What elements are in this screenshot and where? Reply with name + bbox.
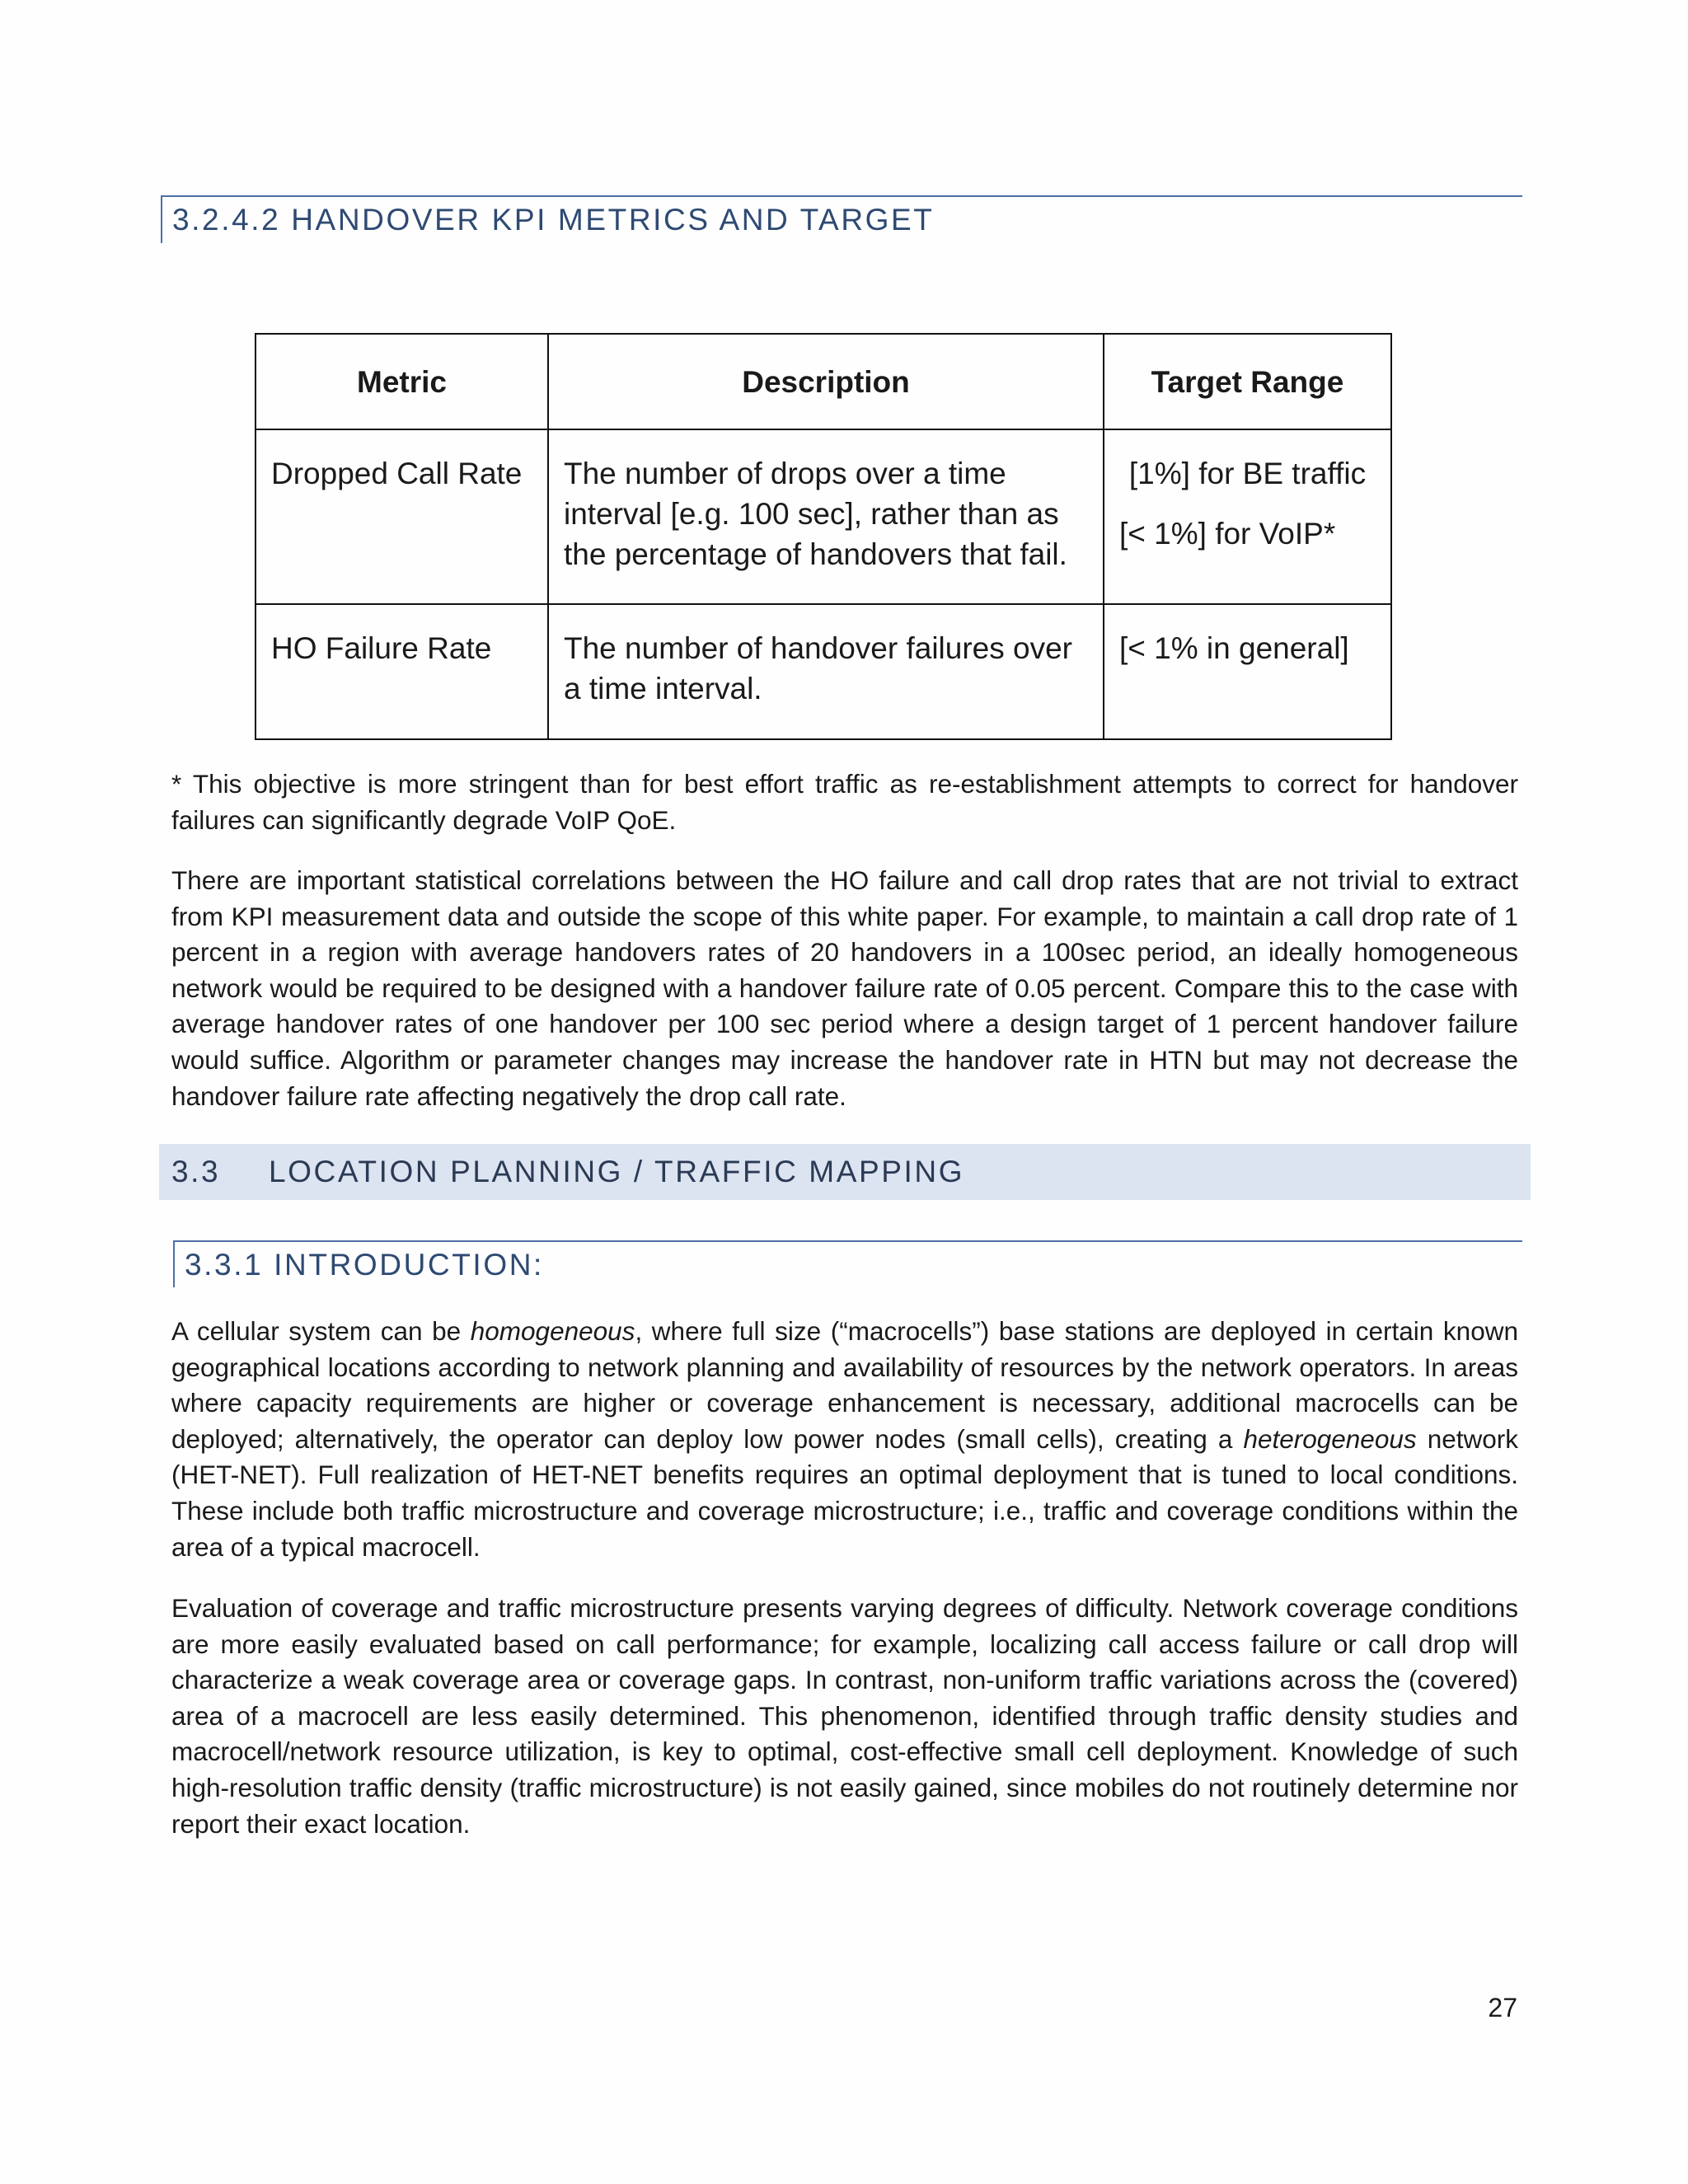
paragraph-correlations: There are important statistical correlations between the HO failure and call drop rates that are not trivial to extract from KPI measurement data and outside the scope of this white paper. For example, to maintain a call drop rate of 1 percent in a region with average handovers rates of 20 handovers in a 100sec period, an ideally homogeneous network would be required to be designed with a handover failure rate of 0.05 percent. Compare this to the case with average handover rates of one handover per 100 sec period where a design target of 1 percent handover failure would suffice. Algorithm or parameter changes may increase the handover rate in HTN but may not decrease the handover failure rate affecting negatively the drop call rate. <box>171 865 1518 1111</box>
page-number: 27 <box>1488 1993 1517 2022</box>
intro-text-2: , where full size (“macrocells”) base stations are deployed in certain known geographical locations according to network planning and availability of resources by the network operators. In areas where capacity requirements are higher or coverage enhancement is necessary, additional macrocells can be deployed; alternatively, the operator can deploy low power nodes (small cells), creating a <box>171 1316 1518 1454</box>
heading-3-2-4-2 <box>161 195 1522 243</box>
table-footnote: * This objective is more stringent than for best effort traffic as re-establishment attempts to correct for handover failures can significantly degrade VoIP QoE. <box>171 769 1518 835</box>
table-header-row <box>256 334 1391 429</box>
section-3-3-title: LOCATION PLANNING / TRAFFIC MAPPING <box>269 1155 965 1188</box>
header-description: Description <box>548 334 1104 429</box>
section-3-3-heading <box>159 1144 1531 1200</box>
cell-target <box>1104 604 1391 739</box>
table-row <box>256 604 1391 739</box>
cell-description: The number of drops over a time interval [e.g. 100 sec], rather than as the percentage of handovers that fail. <box>548 429 1104 604</box>
target-be-traffic: [1%] for BE traffic <box>1128 457 1367 490</box>
header-metric: Metric <box>256 334 548 429</box>
heading-3-3-1-text: 3.3.1 INTRODUCTION: <box>185 1248 544 1282</box>
heading-3-2-4-2-text: 3.2.4.2 HANDOVER KPI METRICS AND TARGET <box>172 203 935 237</box>
cell-metric: Dropped Call Rate <box>256 429 548 604</box>
table-row <box>256 429 1391 604</box>
handover-kpi-table <box>255 333 1392 740</box>
cell-target <box>1104 429 1391 604</box>
target-voip: [< 1%] for VoIP* <box>1119 517 1336 551</box>
intro-text-1: A cellular system can be <box>171 1316 471 1346</box>
intro-em-homogeneous: homogeneous <box>470 1316 635 1346</box>
heading-3-3-1 <box>173 1240 1522 1287</box>
cell-metric: HO Failure Rate <box>256 604 548 739</box>
paragraph-evaluation: Evaluation of coverage and traffic microstructure presents varying degrees of difficulty. Network coverage conditions are more easily evaluated based on call performance; for example, localizing call access failure or call drop will characterize a weak coverage area or coverage gaps. In contrast, non-uniform traffic variations across the (covered) area of a macrocell are less easily determined. This phenomenon, identified through traffic density studies and macrocell/network resource utilization, is key to optimal, cost-effective small cell deployment. Knowledge of such high-resolution traffic density (traffic microstructure) is not easily gained, since mobiles do not routinely determine nor report their exact location. <box>171 1593 1518 1839</box>
paragraph-introduction <box>171 1314 1518 1565</box>
cell-description: The number of handover failures over a time interval. <box>548 604 1104 739</box>
section-3-3-number: 3.3 <box>171 1155 221 1188</box>
intro-text-3: network (HET-NET). Full realization of HET-NET benefits requires an optimal deployment that is tuned to local conditions. These include both traffic microstructure and coverage microstructure; i.e., traffic and coverage conditions within the area of a typical macrocell. <box>171 1423 1518 1562</box>
header-target-range: Target Range <box>1104 334 1391 429</box>
intro-em-heterogeneous: heterogeneous <box>1243 1423 1417 1454</box>
target-general: [< 1% in general] <box>1119 631 1349 665</box>
